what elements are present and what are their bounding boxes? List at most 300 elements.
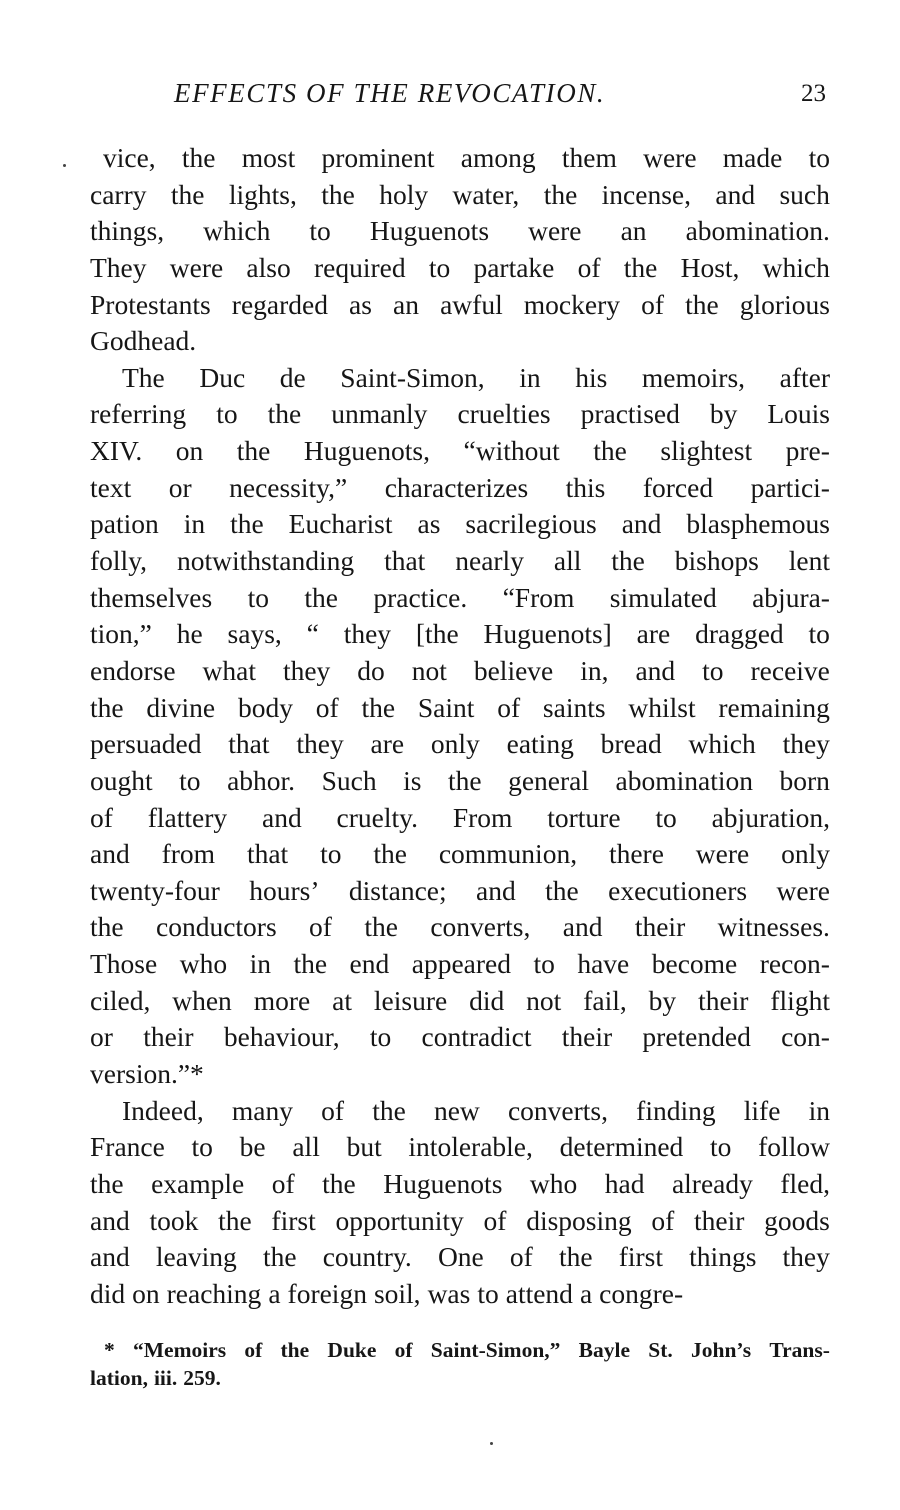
- word: to: [216, 398, 238, 430]
- word: or: [168, 471, 192, 503]
- word: them: [561, 142, 617, 173]
- word: themselves: [90, 581, 213, 613]
- word: characterizes: [384, 471, 529, 503]
- word: slightest: [660, 435, 753, 467]
- word: become: [651, 948, 738, 980]
- word: reaching: [166, 1277, 262, 1309]
- word: there: [608, 838, 664, 870]
- word: Huguenots: [369, 215, 490, 247]
- word: the: [181, 142, 216, 173]
- text-line: [90, 616, 830, 653]
- word: endorse: [90, 654, 176, 686]
- word: to: [179, 764, 201, 796]
- text-line: [90, 287, 830, 324]
- word: to: [369, 1021, 392, 1053]
- word: tion,”: [90, 618, 152, 650]
- paragraph: [90, 360, 830, 1093]
- text-line: [90, 1019, 830, 1056]
- word: dragged: [695, 618, 784, 650]
- word: saints: [542, 691, 606, 723]
- word: of: [509, 1241, 533, 1273]
- word: a: [579, 1277, 593, 1309]
- word: things,: [90, 215, 165, 247]
- word: divine: [146, 691, 216, 723]
- word: distance;: [348, 874, 447, 906]
- word: twenty-four: [90, 874, 220, 906]
- word: were: [776, 874, 830, 906]
- text-line: [90, 1203, 830, 1240]
- word: who: [529, 1167, 578, 1199]
- word: were: [695, 838, 750, 870]
- word: converts,: [430, 911, 531, 943]
- word: converts,: [507, 1094, 608, 1126]
- word: and: [562, 911, 603, 943]
- text-line: [90, 543, 830, 580]
- word: determined: [559, 1131, 684, 1163]
- word: the: [170, 178, 205, 210]
- text-line: [90, 506, 830, 543]
- word: hours’: [249, 874, 320, 906]
- word: general: [508, 764, 589, 796]
- word: Eucharist: [288, 508, 393, 540]
- word: who: [179, 948, 228, 980]
- word: They: [90, 251, 147, 283]
- word: Protestants: [90, 288, 211, 320]
- word: communion,: [438, 838, 578, 870]
- word: the: [543, 178, 578, 210]
- word: John’s: [691, 1338, 752, 1362]
- text-line: [90, 836, 830, 873]
- word: many: [231, 1094, 293, 1126]
- word: they: [782, 728, 830, 760]
- word: this: [565, 471, 606, 503]
- word: Godhead.: [90, 325, 197, 357]
- word: life: [743, 1094, 781, 1126]
- word: all: [292, 1131, 320, 1163]
- word: pation: [90, 508, 159, 540]
- word: their: [561, 1021, 613, 1053]
- word: the: [373, 838, 407, 870]
- word: more: [253, 984, 311, 1016]
- word: are: [370, 728, 405, 760]
- word: of: [309, 911, 332, 943]
- word: forced: [642, 471, 714, 503]
- word: remaining: [718, 691, 830, 723]
- word: [the: [415, 618, 459, 650]
- word: had: [604, 1167, 645, 1199]
- word: Huguenots,: [303, 435, 430, 467]
- word: were: [643, 142, 697, 173]
- word: Indeed,: [122, 1094, 204, 1126]
- word: from: [161, 838, 216, 870]
- word: water,: [452, 178, 520, 210]
- text-line: [90, 580, 830, 617]
- word: the: [447, 764, 482, 796]
- word: awful: [440, 288, 503, 320]
- paragraph: [90, 1093, 830, 1313]
- word: Trans-: [769, 1338, 830, 1362]
- word: which: [203, 215, 271, 247]
- word: simulated: [609, 581, 717, 613]
- word: holy: [379, 178, 429, 210]
- word: all: [553, 545, 582, 577]
- word: says,: [227, 618, 282, 650]
- word: bread: [600, 728, 662, 760]
- word: necessity,”: [229, 471, 348, 503]
- word: not: [411, 654, 447, 686]
- text-line: [90, 909, 830, 946]
- word: to: [533, 948, 555, 980]
- word: the: [321, 178, 355, 210]
- word: witnesses.: [717, 911, 830, 943]
- word: believe: [473, 654, 554, 686]
- word: to: [477, 1277, 499, 1309]
- word: of: [90, 801, 113, 833]
- text-line: [90, 763, 830, 800]
- word: Duc: [199, 361, 246, 393]
- word: to: [309, 215, 331, 247]
- word: text: [90, 471, 132, 503]
- word: lights,: [228, 178, 297, 210]
- word: the: [280, 1338, 310, 1362]
- word: his: [575, 361, 608, 393]
- word: eating: [506, 728, 574, 760]
- word: to: [247, 581, 269, 613]
- word: and: [90, 1204, 130, 1236]
- word: the: [90, 691, 124, 723]
- word: of: [497, 691, 521, 723]
- word: Saint: [417, 691, 475, 723]
- word: not: [526, 984, 562, 1016]
- word: only: [430, 728, 480, 760]
- word: The: [122, 361, 165, 393]
- word: which: [688, 728, 756, 760]
- word: leaving: [155, 1241, 237, 1273]
- word: of: [641, 288, 665, 320]
- word: France: [90, 1131, 165, 1163]
- word: and: [476, 874, 516, 906]
- word: he: [176, 618, 203, 650]
- word: after: [779, 361, 830, 393]
- margin-mark: [63, 164, 66, 167]
- word: blasphemous: [686, 508, 830, 540]
- word: end: [349, 948, 390, 980]
- word: an: [393, 288, 420, 320]
- word: most: [241, 142, 296, 173]
- word: and: [261, 801, 302, 833]
- word: From: [452, 801, 513, 833]
- word: cruelty.: [336, 801, 418, 833]
- word: do: [357, 654, 385, 686]
- word: Saint-Simon,: [340, 361, 485, 393]
- running-head: [90, 72, 830, 120]
- word: such: [779, 178, 830, 210]
- word: “From: [502, 581, 575, 613]
- word: they: [343, 618, 392, 650]
- word: of: [321, 1094, 345, 1126]
- word: abhor.: [227, 764, 296, 796]
- word: the: [236, 435, 271, 467]
- word: the: [90, 1167, 124, 1199]
- word: they: [282, 654, 331, 686]
- word: Those: [90, 948, 158, 980]
- word: of: [483, 1204, 507, 1236]
- text-line: [90, 726, 830, 763]
- word: Louis: [767, 398, 830, 430]
- text-line: [90, 470, 830, 507]
- word: torture: [547, 801, 621, 833]
- word: 259.: [183, 1366, 221, 1390]
- word: goods: [764, 1204, 830, 1236]
- text-line: [90, 140, 830, 177]
- word: that: [228, 728, 270, 760]
- word: Huguenots: [383, 1167, 503, 1199]
- footnote-line: [90, 1336, 830, 1364]
- word: folly,: [90, 545, 148, 577]
- word: and: [621, 508, 662, 540]
- word: “without: [463, 435, 560, 467]
- word: congre-: [599, 1277, 684, 1309]
- body-text: [90, 140, 830, 1313]
- word: foreign: [287, 1277, 367, 1309]
- word: appeared: [411, 948, 511, 980]
- word: a: [268, 1277, 281, 1309]
- word: partake: [473, 251, 555, 283]
- word: mockery: [523, 288, 621, 320]
- word: were: [169, 251, 224, 283]
- word: Host,: [680, 251, 740, 283]
- word: and: [715, 178, 756, 210]
- word: ought: [90, 764, 153, 796]
- word: executioners: [608, 874, 748, 906]
- word: as: [417, 508, 441, 540]
- word: were: [528, 215, 582, 247]
- word: at: [332, 984, 352, 1016]
- word: in: [808, 1094, 830, 1126]
- word: abomination.: [685, 215, 830, 247]
- word: iii.: [153, 1366, 178, 1390]
- word: made: [722, 142, 783, 173]
- word: follow: [758, 1131, 830, 1163]
- word: in: [249, 948, 271, 980]
- word: new: [433, 1094, 480, 1126]
- word: required: [313, 251, 406, 283]
- word: bishops: [674, 545, 759, 577]
- word: recon-: [759, 948, 830, 980]
- text-line: [90, 360, 830, 397]
- word: glorious: [739, 288, 830, 320]
- word: took: [149, 1204, 199, 1236]
- word: abjuration,: [711, 801, 830, 833]
- word: is: [403, 764, 422, 796]
- word: they: [782, 1241, 830, 1273]
- word: the: [611, 545, 645, 577]
- word: of: [394, 1338, 413, 1362]
- text-line: [90, 323, 830, 360]
- word: first: [618, 1241, 664, 1273]
- word: the: [262, 1241, 297, 1273]
- word: practised: [580, 398, 680, 430]
- word: to: [428, 251, 451, 283]
- word: incense,: [601, 178, 692, 210]
- word: of: [271, 1167, 295, 1199]
- word: partici-: [750, 471, 830, 503]
- word: born: [779, 764, 830, 796]
- word: are: [636, 618, 671, 650]
- word: notwithstanding: [176, 545, 355, 577]
- word: conductors: [155, 911, 277, 943]
- text-line: [90, 800, 830, 837]
- word: the: [322, 1167, 356, 1199]
- word: have: [577, 948, 630, 980]
- word: the: [623, 251, 658, 283]
- text-line: [90, 690, 830, 727]
- word: and: [90, 1241, 130, 1273]
- word: the: [267, 398, 302, 430]
- word: the: [361, 691, 396, 723]
- word: country.: [322, 1241, 412, 1273]
- word: and: [90, 838, 130, 870]
- word: con-: [781, 1021, 830, 1053]
- word: their: [634, 911, 686, 943]
- page-number: 23: [801, 80, 826, 107]
- text-line: [90, 1276, 830, 1313]
- word: lation,: [90, 1366, 148, 1390]
- word: vice,: [103, 142, 156, 173]
- word: the: [593, 435, 627, 467]
- word: did: [90, 1277, 126, 1309]
- word: what: [202, 654, 256, 686]
- word: the: [293, 948, 328, 980]
- printer-mark: [490, 1442, 493, 1445]
- word: sacrilegious: [465, 508, 597, 540]
- word: unmanly: [331, 398, 428, 430]
- text-line: [90, 1239, 830, 1276]
- word: de: [279, 361, 306, 393]
- word: when: [172, 984, 232, 1016]
- word: fled,: [780, 1167, 830, 1199]
- word: abomination: [615, 764, 753, 796]
- text-line: [90, 653, 830, 690]
- word: regarded: [231, 288, 328, 320]
- word: in,: [580, 654, 609, 686]
- word: Huguenots]: [483, 618, 612, 650]
- word: in: [183, 508, 206, 540]
- word: the: [545, 874, 579, 906]
- text-line: [90, 433, 830, 470]
- word: memoirs,: [641, 361, 746, 393]
- word: to: [808, 618, 830, 650]
- word: Such: [321, 764, 377, 796]
- word: already: [671, 1167, 753, 1199]
- text-line: [90, 873, 830, 910]
- word: version.”*: [90, 1058, 204, 1090]
- word: XIV.: [90, 435, 143, 467]
- word: behaviour,: [223, 1021, 340, 1053]
- word: only: [781, 838, 830, 870]
- word: an: [620, 215, 647, 247]
- word: ciled,: [90, 984, 151, 1016]
- paragraph: [90, 140, 830, 360]
- word: “Memoirs: [132, 1338, 227, 1362]
- word: opportunity: [335, 1204, 464, 1236]
- word: lent: [788, 545, 830, 577]
- word: the: [558, 1241, 593, 1273]
- word: by: [648, 984, 677, 1016]
- word: of: [244, 1338, 263, 1362]
- word: the: [90, 911, 124, 943]
- word: finding: [636, 1094, 716, 1126]
- word: to: [655, 801, 677, 833]
- word: of: [577, 251, 601, 283]
- word: the: [304, 581, 338, 613]
- word: of: [315, 691, 339, 723]
- word: by: [709, 398, 738, 430]
- word: nearly: [455, 545, 524, 577]
- word: their: [698, 984, 749, 1016]
- word: receive: [750, 654, 830, 686]
- word: the: [364, 911, 398, 943]
- word: Duke: [327, 1338, 377, 1362]
- word: things: [689, 1241, 757, 1273]
- word: in: [519, 361, 541, 393]
- word: referring: [90, 398, 187, 430]
- word: pre-: [785, 435, 830, 467]
- word: be: [239, 1131, 266, 1163]
- text-line: [90, 1129, 830, 1166]
- footnote: [90, 1336, 830, 1392]
- word: and: [635, 654, 676, 686]
- text-line: [90, 213, 830, 250]
- word: as: [349, 288, 372, 320]
- word: soil,: [373, 1277, 421, 1309]
- word: example: [151, 1167, 245, 1199]
- word: leisure: [373, 984, 448, 1016]
- running-title: EFFECTS OF THE REVOCATION.: [174, 78, 606, 108]
- word: prominent: [321, 142, 435, 173]
- word: flight: [770, 984, 830, 1016]
- text-line: [90, 946, 830, 983]
- text-line: [90, 1166, 830, 1203]
- word: abjura-: [752, 581, 830, 613]
- word: cruelties: [457, 398, 551, 430]
- word: to: [191, 1131, 213, 1163]
- text-line: [90, 1056, 830, 1093]
- word: *: [104, 1338, 115, 1362]
- word: the: [218, 1204, 252, 1236]
- text-line: [90, 396, 830, 433]
- text-line: [90, 1093, 830, 1130]
- word: on: [175, 435, 204, 467]
- word: that: [384, 545, 426, 577]
- word: or: [90, 1021, 113, 1053]
- word: their: [143, 1021, 194, 1053]
- word: did: [469, 984, 505, 1016]
- word: fail,: [583, 984, 627, 1016]
- text-line: [90, 983, 830, 1020]
- word: of: [651, 1204, 675, 1236]
- word: Bayle: [578, 1338, 631, 1362]
- word: the: [685, 288, 719, 320]
- word: disposing: [526, 1204, 632, 1236]
- word: to: [710, 1131, 732, 1163]
- word: that: [246, 838, 289, 870]
- word: but: [346, 1131, 382, 1163]
- word: the: [230, 508, 264, 540]
- footnote-line: [90, 1364, 830, 1392]
- word: carry: [90, 178, 147, 210]
- word: their: [694, 1204, 745, 1236]
